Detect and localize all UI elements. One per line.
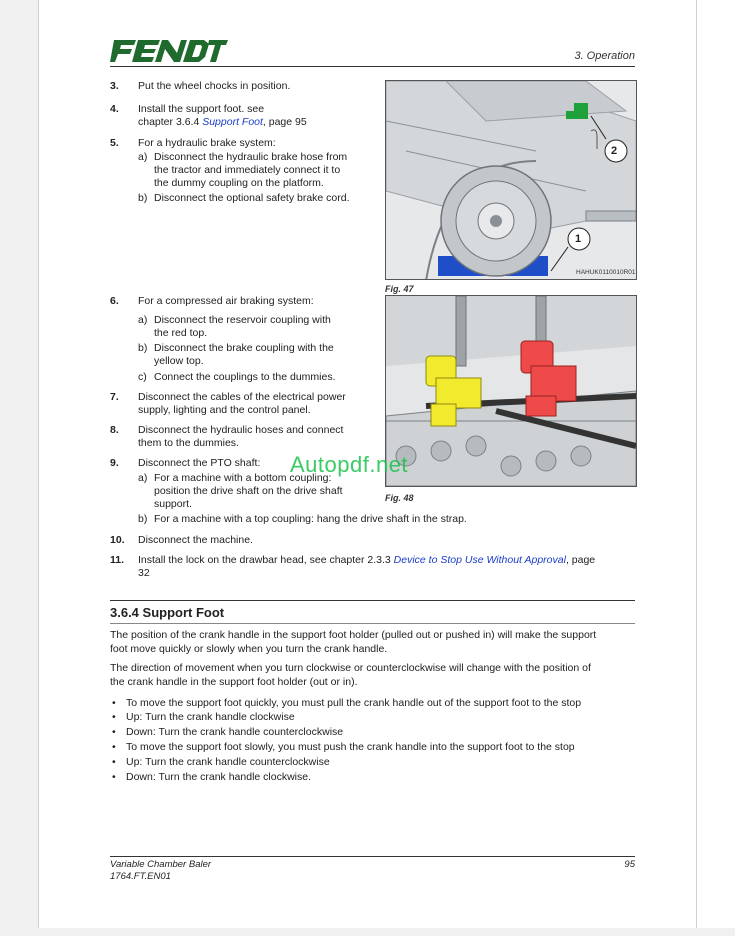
substep-letter: b) <box>138 192 148 204</box>
step-text <box>138 391 346 417</box>
viewer-right-gutter <box>696 0 697 936</box>
paragraph-line: The direction of movement when you turn clockwise or counterclockwise will change with the position of <box>110 662 591 674</box>
step-text-post: , page <box>565 554 596 566</box>
substep-text: For a machine with a top coupling: hang the drive shaft in the strap. <box>154 513 467 525</box>
step-line: Disconnect the hydraulic hoses and connect <box>138 424 344 436</box>
footer-page-number: 95 <box>624 859 635 870</box>
step-text: For a hydraulic brake system: <box>138 137 276 149</box>
section-paragraph-1 <box>110 629 635 656</box>
bullet-text: To move the support foot slowly, you must push the crank handle into the support foot to the stop <box>126 741 575 753</box>
step-text-line <box>138 116 307 129</box>
step-number: 10. <box>110 534 125 546</box>
substep-line: Disconnect the brake coupling with the <box>154 342 334 354</box>
substep-letter: a) <box>138 472 148 484</box>
paragraph-line: the crank handle in the support foot holder (out or in). <box>110 675 358 688</box>
substep-line: the tractor and immediately connect it to <box>154 164 341 176</box>
substep-line: yellow top. <box>154 355 204 367</box>
substep-text: Connect the couplings to the dummies. <box>154 371 336 383</box>
section-rule-bottom <box>110 623 635 624</box>
callout-1: 1 <box>575 233 582 245</box>
substep-text: Disconnect the optional safety brake cord. <box>154 192 350 204</box>
bullet-text: Up: Turn the crank handle clockwise <box>126 711 295 723</box>
substep-letter: a) <box>138 314 148 326</box>
step-text-pre: Install the lock on the drawbar head, see chapter 2.3.3 <box>138 554 394 566</box>
step-number: 7. <box>110 391 119 403</box>
footer-rule <box>110 856 635 857</box>
device-to-stop-link[interactable]: Device to Stop Use Without Approval <box>393 554 566 566</box>
substep-line: Disconnect the reservoir coupling with <box>154 314 331 326</box>
support-foot-link[interactable]: Support Foot <box>202 116 263 128</box>
step-number: 6. <box>110 295 119 307</box>
section-paragraph-2 <box>110 662 635 689</box>
watermark: Autopdf.net <box>290 452 409 477</box>
paragraph-line: foot move quickly or slowly when you turn the crank handle. <box>110 642 388 655</box>
callout-2: 2 <box>611 145 618 157</box>
step-text: For a compressed air braking system: <box>138 295 314 307</box>
figure-47-caption: Fig. 47 <box>385 284 414 294</box>
bullet-text: Down: Turn the crank handle clockwise. <box>126 771 312 783</box>
step-line: Disconnect the cables of the electrical power <box>138 391 346 403</box>
substep-line: the red top. <box>154 327 208 339</box>
bullet-text: Up: Turn the crank handle counterclockwise <box>126 756 330 768</box>
substep-letter: b) <box>138 342 148 354</box>
bullet-text: Down: Turn the crank handle counterclockwise <box>126 726 344 738</box>
step-text: Install the support foot. see <box>138 103 265 115</box>
paragraph-line: The position of the crank handle in the support foot holder (pulled out or pushed in) will make the support <box>110 629 597 641</box>
step-line: supply, lighting and the control panel. <box>138 404 311 416</box>
fendt-logo <box>110 38 228 64</box>
step-text: Put the wheel chocks in position. <box>138 80 291 92</box>
substep-text <box>154 314 331 340</box>
step-line: them to the dummies. <box>138 437 239 449</box>
substep-line: the dummy coupling on the platform. <box>154 177 324 189</box>
step-text: Disconnect the PTO shaft: <box>138 457 261 469</box>
section-rule-top <box>110 600 635 601</box>
step-number: 11. <box>110 554 125 566</box>
figure-48-illustration <box>386 296 636 486</box>
step-text: Disconnect the machine. <box>138 534 253 546</box>
substep-letter: c) <box>138 371 147 383</box>
substep-line: For a machine with a bottom coupling: <box>154 472 332 484</box>
step-number: 3. <box>110 80 119 92</box>
step-number: 9. <box>110 457 119 469</box>
step-number: 8. <box>110 424 119 436</box>
ref-chapter-text: chapter 3.6.4 <box>138 116 203 128</box>
step-text <box>138 554 595 580</box>
viewer-left-margin <box>0 0 38 936</box>
figure-47 <box>385 80 637 280</box>
ref-page-text: , page 95 <box>262 116 307 128</box>
step-number: 4. <box>110 103 119 115</box>
figure-48-caption: Fig. 48 <box>385 493 414 503</box>
substep-text <box>154 151 347 190</box>
viewer-bottom-margin <box>0 928 735 936</box>
step-number: 5. <box>110 137 119 149</box>
chapter-heading: 3. Operation <box>574 50 635 62</box>
substep-line: Disconnect the hydraulic brake hose from <box>154 151 348 163</box>
footer-doc-code: 1764.FT.EN01 <box>110 871 171 882</box>
substep-line: support. <box>154 498 192 510</box>
step-text <box>138 424 343 450</box>
step-text-line2: 32 <box>138 567 150 579</box>
figure-code: HAHUK0110010R01 <box>576 269 636 276</box>
substep-letter: a) <box>138 151 148 163</box>
bullet-text: To move the support foot quickly, you must pull the crank handle out of the support foot to the stop <box>126 697 582 709</box>
section-title: 3.6.4 Support Foot <box>110 605 225 620</box>
figure-47-illustration <box>386 81 636 279</box>
substep-text <box>154 342 334 368</box>
footer-product: Variable Chamber Baler <box>110 859 212 870</box>
substep-letter: b) <box>138 513 148 525</box>
header-rule <box>110 66 635 67</box>
figure-48 <box>385 295 637 487</box>
substep-line: position the drive shaft on the drive shaft <box>154 485 343 497</box>
